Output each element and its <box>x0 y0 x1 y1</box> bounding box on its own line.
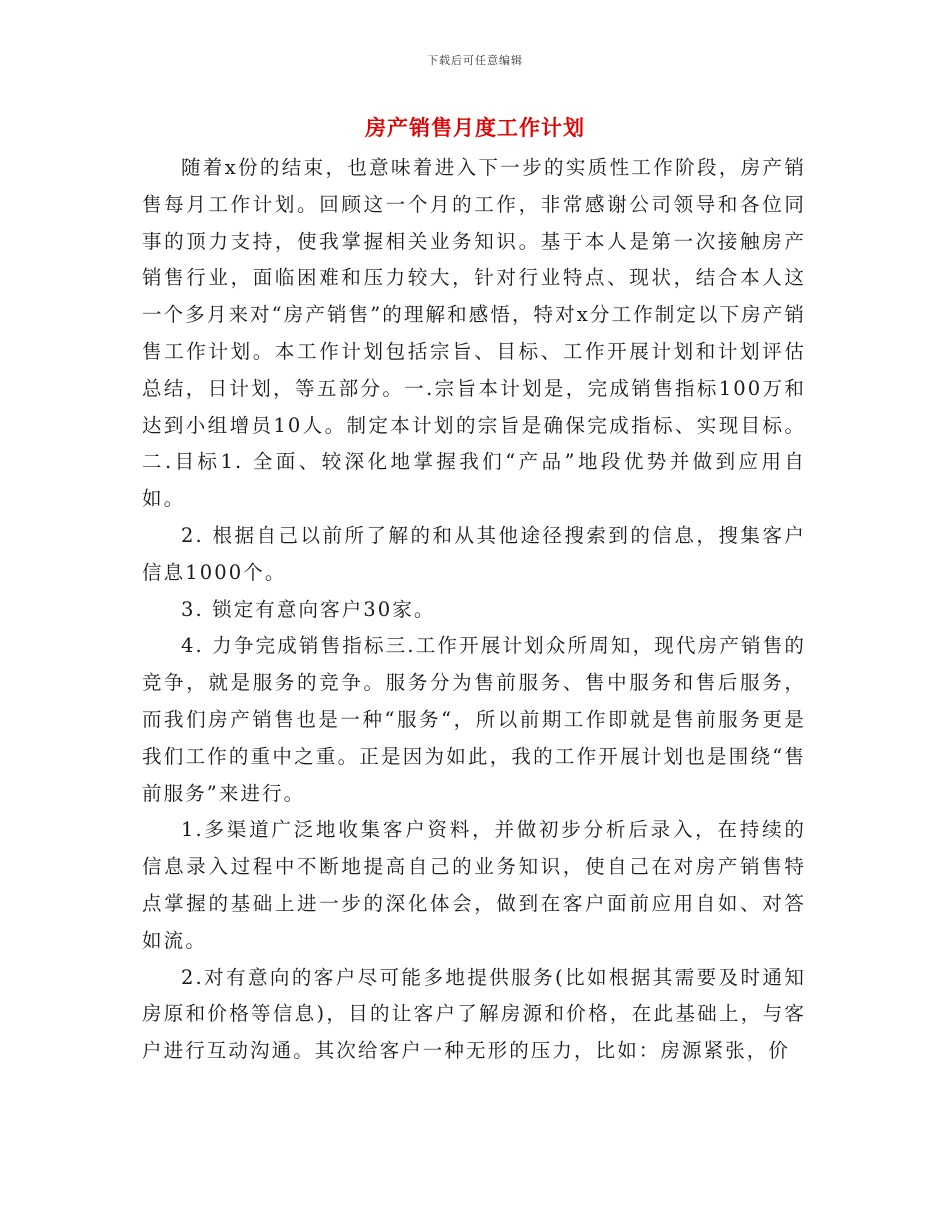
paragraph-goal-3: 3. 锁定有意向客户30家。 <box>181 597 436 621</box>
paragraph-intro: 随着x份的结束，也意味着进入下一步的实质性工作阶段，房产销售每月工作计划。回顾这一个月的工作，非常感谢公司领导和各位同事的顶力支持，使我掌握相关业务知识。基于本人是第一次接触房产销售行业，面临困难和压力较大，针对行业特点、现状，结合本人这一个多月来对“房产销售”的理解和感悟，特对x分工作制定以下房产销售工作计划。本工作计划包括宗旨、目标、工作开展计划和计划评估总结，日计划，等五部分。一.宗旨本计划是，完成销售指标100万和达到小组增员10人。制定本计划的宗旨是确保完成指标、实现目标。二.目标1. 全面、较深化地掌握我们“产品”地段优势并做到应用自如。 <box>142 156 806 511</box>
document-title: 房产销售月度工作计划 <box>365 115 585 140</box>
paragraph-goal-2: 2. 根据自己以前所了解的和从其他途径搜索到的信息，搜集客户信息1000个。 <box>142 523 806 584</box>
paragraph-goal-4: 4. 力争完成销售指标三.工作开展计划众所周知，现代房产销售的竞争，就是服务的竞争。服务分为售前服务、售中服务和售后服务，而我们房产销售也是一种“服务“，所以前期工作即就是售前服务更是我们工作的重中之重。正是因为如此，我的工作开展计划也是围绕“售前服务”来进行。 <box>142 634 806 805</box>
document-body <box>142 150 806 1070</box>
paragraph-plan-2: 2.对有意向的客户尽可能多地提供服务(比如根据其需要及时通知房原和价格等信息)，目的让客户了解房源和价格，在此基础上，与客户进行互动沟通。其次给客户一种无形的压力，比如：房源紧张，价 <box>142 965 806 1063</box>
paragraph-plan-1: 1.多渠道广泛地收集客户资料，并做初步分析后录入，在持续的信息录入过程中不断地提高自己的业务知识，使自己在对房产销售特点掌握的基础上进一步的深化体会，做到在客户面前应用自如、对答如流。 <box>142 818 806 952</box>
page-header-note: 下载后可任意编辑 <box>427 54 523 67</box>
